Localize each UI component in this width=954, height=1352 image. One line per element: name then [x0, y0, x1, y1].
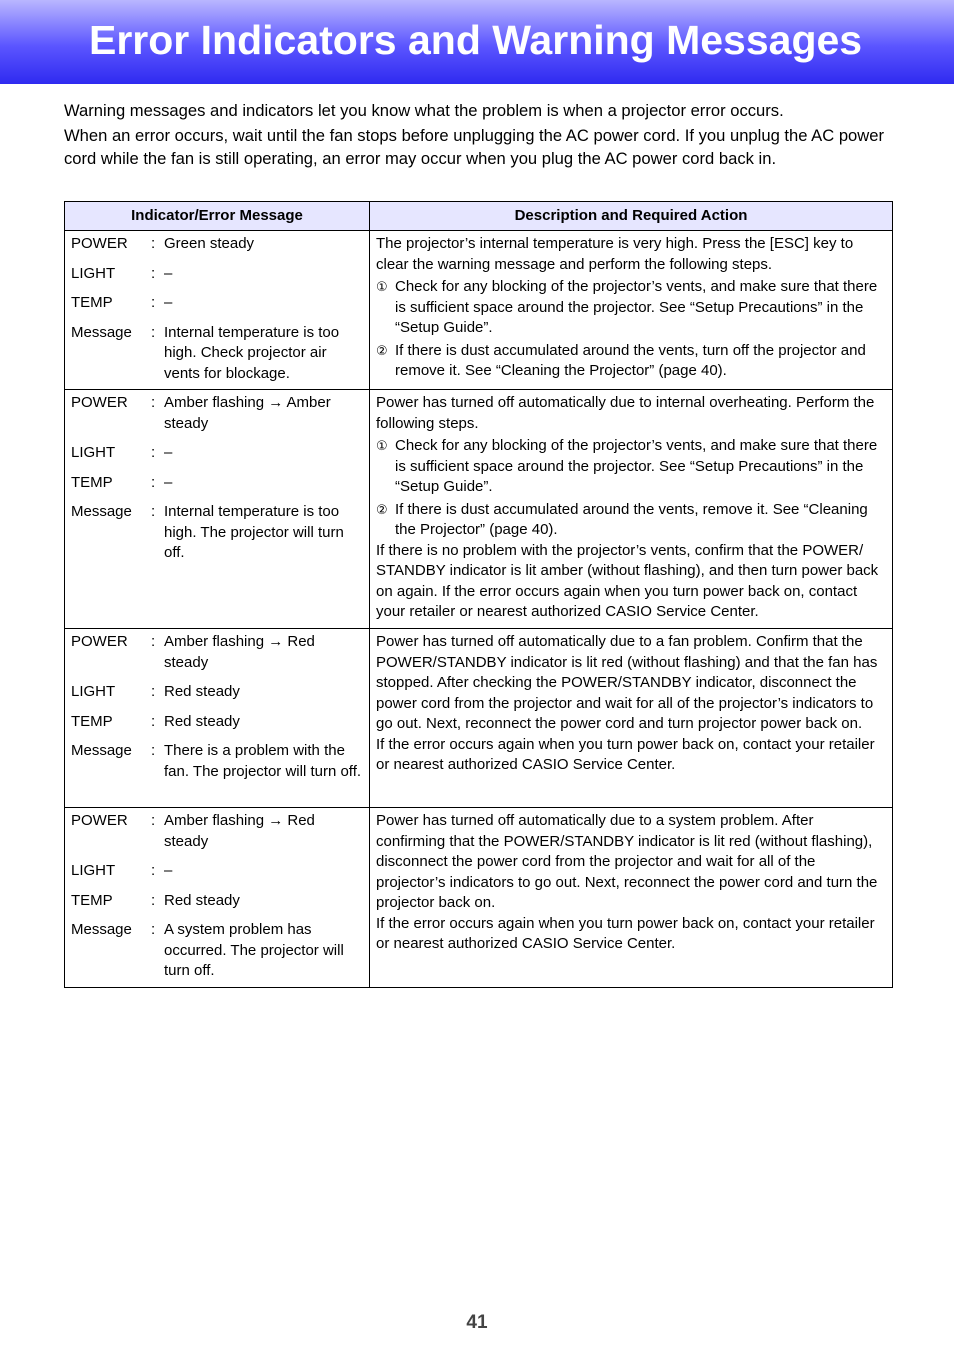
power-indicator: [71, 632, 363, 673]
table-row: [65, 231, 893, 390]
temp-indicator: [71, 712, 363, 733]
light-value: –: [164, 264, 173, 282]
description-cell: [370, 629, 893, 808]
light-value: Red steady: [164, 683, 240, 700]
page-number: 41: [466, 1312, 488, 1333]
colon: :: [151, 503, 156, 520]
step-text: Check for any blocking of the projector’s vents, and make sure that there is sufficient space around the projector. See “Setup Precautions” in the “Setup Guide”.: [395, 437, 878, 495]
step-text: If there is dust accumulated around the vents, turn off the projector and remove it. See “Cleaning the Projector” (page 40).: [395, 341, 866, 379]
message-indicator: [71, 323, 363, 385]
colon: :: [151, 473, 156, 491]
light-indicator: [71, 443, 363, 464]
message-label: Message: [71, 503, 132, 520]
temp-indicator: [71, 473, 363, 494]
description-cell: [370, 390, 893, 629]
message-indicator: [71, 920, 363, 982]
description-cell: [370, 808, 893, 988]
temp-label: TEMP: [71, 891, 113, 909]
step-1: [376, 277, 886, 339]
light-label: LIGHT: [71, 264, 116, 282]
indicator-cell: [65, 390, 370, 629]
description-outro: If the error occurs again when you turn power back on, contact your retailer or nearest authorized CASIO Service Center.: [376, 914, 875, 952]
description-outro: If there is no problem with the projector’s vents, confirm that the POWER/ STANDBY indicator is lit amber (without flashing), and then turn power back on again. If the error occurs again when you turn power back on, contact your retailer or nearest authorized CASIO Service Center.: [376, 541, 879, 620]
description-intro: The projector’s internal temperature is very high. Press the [ESC] key to clear the warning message and perform the following steps.: [376, 235, 854, 273]
colon: :: [151, 264, 156, 282]
indicator-cell: [65, 808, 370, 988]
power-indicator: [71, 234, 363, 255]
page-title: Error Indicators and Warning Messages: [89, 17, 863, 63]
message-value: Internal temperature is too high. Check projector air vents for blockage.: [164, 323, 340, 382]
temp-label: TEMP: [71, 712, 113, 730]
message-value: There is a problem with the fan. The projector will turn off.: [164, 742, 362, 780]
table-row: [65, 390, 893, 629]
light-value: –: [164, 862, 173, 879]
column-header-indicator: Indicator/Error Message: [65, 202, 370, 231]
power-label: POWER: [71, 235, 128, 252]
message-label: Message: [71, 921, 132, 938]
light-label: LIGHT: [71, 862, 116, 879]
colon: :: [151, 921, 156, 938]
colon: :: [151, 444, 156, 461]
power-value: Amber flashing → Red steady: [164, 812, 315, 850]
power-indicator: [71, 393, 363, 434]
light-label: LIGHT: [71, 683, 116, 700]
indicator-cell: [65, 629, 370, 808]
power-label: POWER: [71, 812, 128, 829]
colon: :: [151, 633, 156, 650]
column-header-description: Description and Required Action: [370, 202, 893, 231]
temp-label: TEMP: [71, 294, 113, 311]
message-indicator: [71, 502, 363, 564]
step-1: [376, 436, 886, 498]
message-value: Internal temperature is too high. The projector will turn off.: [164, 503, 344, 561]
power-label: POWER: [71, 633, 128, 650]
light-value: –: [164, 444, 173, 461]
temp-indicator: [71, 293, 363, 314]
light-indicator: [71, 682, 363, 703]
step-number: ①: [376, 438, 388, 453]
light-label: LIGHT: [71, 444, 116, 461]
colon: :: [151, 862, 156, 879]
description-outro: If the error occurs again when you turn power back on, contact your retailer or nearest authorized CASIO Service Center.: [376, 735, 875, 773]
step-number: ②: [376, 501, 388, 517]
colon: :: [151, 294, 156, 311]
power-value: Amber flashing → Red steady: [164, 633, 315, 671]
step-2: [376, 500, 886, 541]
table-header-row: [65, 202, 893, 231]
step-text: Check for any blocking of the projector’s vents, and make sure that there is sufficient space around the projector. See “Setup Precautions” in the “Setup Guide”.: [395, 278, 878, 336]
colon: :: [151, 891, 156, 909]
description-intro: Power has turned off automatically due to internal overheating. Perform the following steps.: [376, 394, 875, 432]
light-indicator: [71, 264, 363, 285]
temp-indicator: [71, 891, 363, 912]
indicator-cell: [65, 231, 370, 390]
intro-text: [64, 99, 894, 170]
colon: :: [151, 812, 156, 829]
step-number: ②: [376, 342, 388, 358]
error-table: [64, 201, 893, 988]
colon: :: [151, 742, 156, 759]
message-label: Message: [71, 323, 132, 341]
description-cell: [370, 231, 893, 390]
message-value: A system problem has occurred. The projector will turn off.: [164, 921, 344, 979]
temp-value: Red steady: [164, 712, 240, 730]
power-value: Amber flashing → Amber steady: [164, 394, 331, 432]
temp-value: –: [164, 294, 173, 311]
table-row: [65, 808, 893, 988]
description-intro: Power has turned off automatically due to a fan problem. Confirm that the POWER/STANDBY indicator is lit red (without flashing) and that the fan has stopped. After checking the POWER/STANDBY indicator, disconnect the power cord from the projector and wait for all of the projector’s indicators to go out. Next, reconnect the power cord and turn projector power back on.: [376, 633, 878, 732]
temp-value: Red steady: [164, 891, 240, 909]
message-label: Message: [71, 742, 132, 759]
colon: :: [151, 712, 156, 730]
power-indicator: [71, 811, 363, 852]
colon: :: [151, 683, 156, 700]
temp-value: –: [164, 473, 173, 491]
colon: :: [151, 394, 156, 411]
step-2: [376, 341, 886, 382]
title-banner: [0, 0, 954, 84]
light-indicator: [71, 861, 363, 882]
temp-label: TEMP: [71, 473, 113, 491]
colon: :: [151, 235, 156, 252]
description-intro: Power has turned off automatically due to a system problem. After confirming that the POWER/STANDBY indicator is lit red (without flashing), disconnect the power cord from the projector and wait for all of the projector’s indicators to go out. Next, reconnect the power cord and turn the projector back on.: [376, 812, 878, 911]
power-value: Green steady: [164, 235, 255, 252]
power-label: POWER: [71, 394, 128, 411]
table-row: [65, 629, 893, 808]
step-text: If there is dust accumulated around the vents, remove it. See “Cleaning the Projector” (page 40).: [395, 500, 868, 538]
colon: :: [151, 323, 156, 341]
intro-paragraph-2: When an error occurs, wait until the fan stops before unplugging the AC power cord. If you unplug the AC power cord while the fan is still operating, an error may occur when you plug the AC power cord back in.: [64, 126, 885, 168]
intro-paragraph-1: Warning messages and indicators let you know what the problem is when a projector error occurs.: [64, 101, 784, 120]
message-indicator: [71, 741, 363, 782]
step-number: ①: [376, 279, 388, 294]
